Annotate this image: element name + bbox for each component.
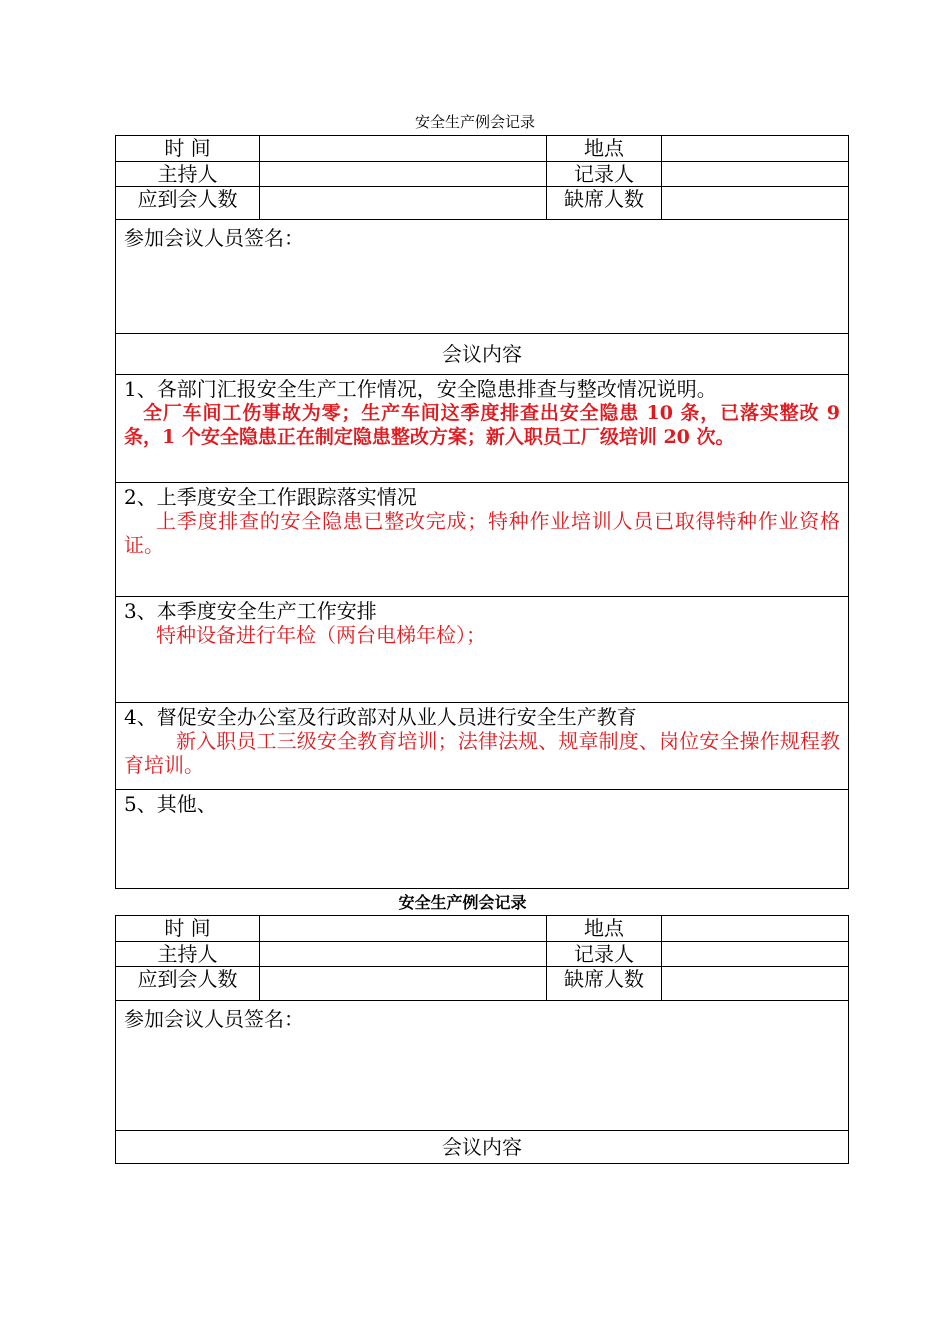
section-5[interactable]	[116, 790, 849, 889]
signatures-label: 参加会议人员签名：	[124, 1007, 304, 1031]
place-field[interactable]	[662, 916, 849, 942]
expected-attendees-label: 应到会人数	[116, 967, 260, 1001]
section-3-body: 特种设备进行年检（两台电梯年检）；	[156, 623, 486, 647]
time-field[interactable]	[260, 136, 547, 162]
absent-count-field[interactable]	[662, 187, 849, 220]
host-label: 主持人	[116, 162, 260, 187]
section-2[interactable]	[116, 483, 849, 597]
host-field[interactable]	[260, 162, 547, 187]
place-field[interactable]	[662, 136, 849, 162]
page-title: 安全生产例会记录	[414, 113, 535, 131]
signatures-area[interactable]	[116, 220, 849, 334]
content-header: 会议内容	[116, 334, 849, 375]
content-header: 会议内容	[116, 1131, 849, 1164]
absent-count-field[interactable]	[662, 967, 849, 1001]
expected-attendees-field[interactable]	[260, 187, 547, 220]
recorder-field[interactable]	[662, 942, 849, 967]
expected-attendees-label: 应到会人数	[116, 187, 260, 220]
recorder-label: 记录人	[547, 942, 662, 967]
host-field[interactable]	[260, 942, 547, 967]
section-2-body: 上季度排查的安全隐患已整改完成；特种作业培训人员已取得特种作业资格证。	[124, 509, 840, 557]
section-2-heading: 2、上季度安全工作跟踪落实情况	[124, 485, 417, 509]
meeting-record-form-2	[115, 915, 849, 1164]
signatures-label: 参加会议人员签名：	[124, 226, 304, 250]
section-4-body: 新入职员工三级安全教育培训；法律法规、规章制度、岗位安全操作规程教育培训。	[124, 729, 840, 777]
signatures-area[interactable]	[116, 1001, 849, 1131]
section-3-heading: 3、本季度安全生产工作安排	[124, 599, 377, 623]
time-label: 时 间	[116, 136, 260, 162]
absent-count-label: 缺席人数	[547, 187, 662, 220]
section-4[interactable]	[116, 703, 849, 790]
section-1-body: 全厂车间工伤事故为零；生产车间这季度排查出安全隐患 10 条，已落实整改 9 条，1 个安全隐患正在制定隐患整改方案；新入职员工厂级培训 20 次。	[124, 402, 840, 448]
time-label: 时 间	[116, 916, 260, 942]
host-label: 主持人	[116, 942, 260, 967]
section-1-heading: 1、各部门汇报安全生产工作情况，安全隐患排查与整改情况说明。	[124, 377, 717, 401]
place-label: 地点	[547, 136, 662, 162]
meeting-record-form	[115, 135, 849, 889]
section-3[interactable]	[116, 597, 849, 703]
section-1[interactable]	[116, 375, 849, 483]
recorder-field[interactable]	[662, 162, 849, 187]
expected-attendees-field[interactable]	[260, 967, 547, 1001]
absent-count-label: 缺席人数	[547, 967, 662, 1001]
section-5-heading: 5、其他、	[124, 792, 217, 816]
place-label: 地点	[547, 916, 662, 942]
recorder-label: 记录人	[547, 162, 662, 187]
time-field[interactable]	[260, 916, 547, 942]
section-4-heading: 4、督促安全办公室及行政部对从业人员进行安全生产教育	[124, 705, 637, 729]
page-title-2: 安全生产例会记录	[398, 893, 527, 912]
